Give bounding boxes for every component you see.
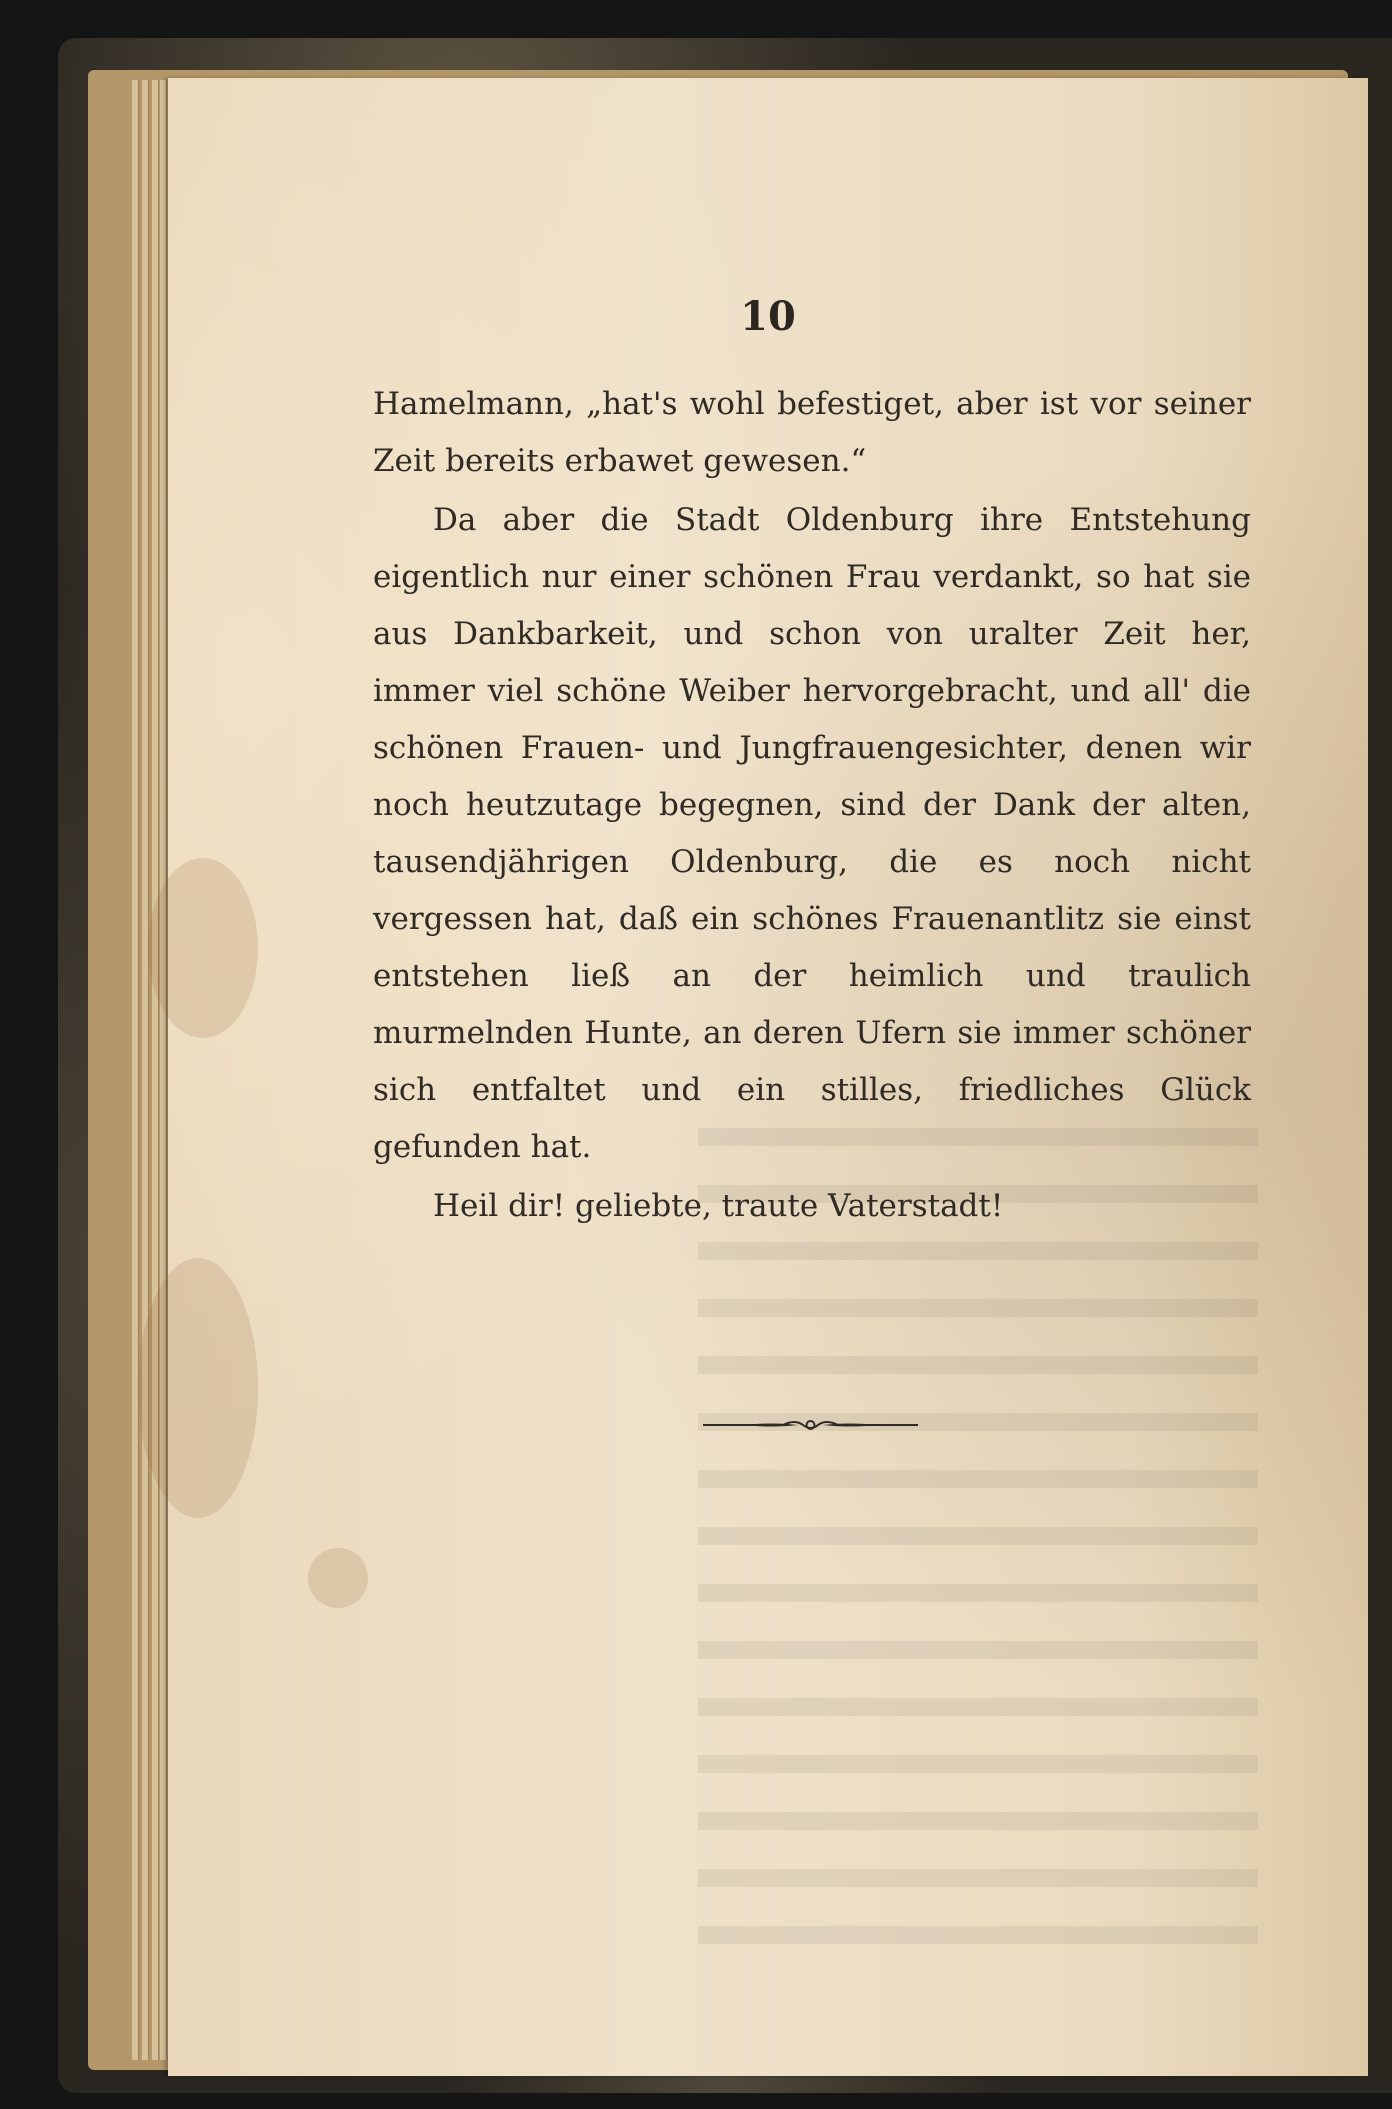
water-stain xyxy=(138,1258,258,1518)
page-edge xyxy=(142,80,149,2060)
show-through-text xyxy=(698,1128,1258,1948)
paragraph: Hamelmann, „hat's wohl befestiget, aber ist vor seiner Zeit bereits erbawet gewesen.“ xyxy=(373,386,1251,479)
water-stain xyxy=(308,1548,368,1608)
page-edge xyxy=(160,80,167,2060)
page-number: 10 xyxy=(740,293,796,340)
water-stain xyxy=(148,858,258,1038)
paragraph: Heil dir! geliebte, traute Vaterstadt! xyxy=(433,1188,1004,1224)
page-edge xyxy=(132,80,139,2060)
body-text xyxy=(373,376,1251,1235)
decorative-rule-ornament xyxy=(703,1413,918,1437)
book-page xyxy=(168,78,1368,2076)
paragraph: Da aber die Stadt Oldenburg ihre Entstehung eigentlich nur einer schönen Frau verdankt, so hat sie aus Dankbarkeit, und schon von uralter Zeit her, immer viel schöne Weiber hervorgebracht, und all' die schönen Frauen- und Jungfrauengesichter, denen wir noch heutzutage begegnen, sind der Dank der alten, tausendjährigen Oldenburg, die es noch nicht vergessen hat, daß ein schönes Frauenantlitz sie einst entstehen ließ an der heimlich und traulich murmelnden Hunte, an deren Ufern sie immer schöner sich entfaltet und ein stilles, friedliches Glück gefunden hat. xyxy=(373,502,1251,1165)
page-edge xyxy=(152,80,159,2060)
